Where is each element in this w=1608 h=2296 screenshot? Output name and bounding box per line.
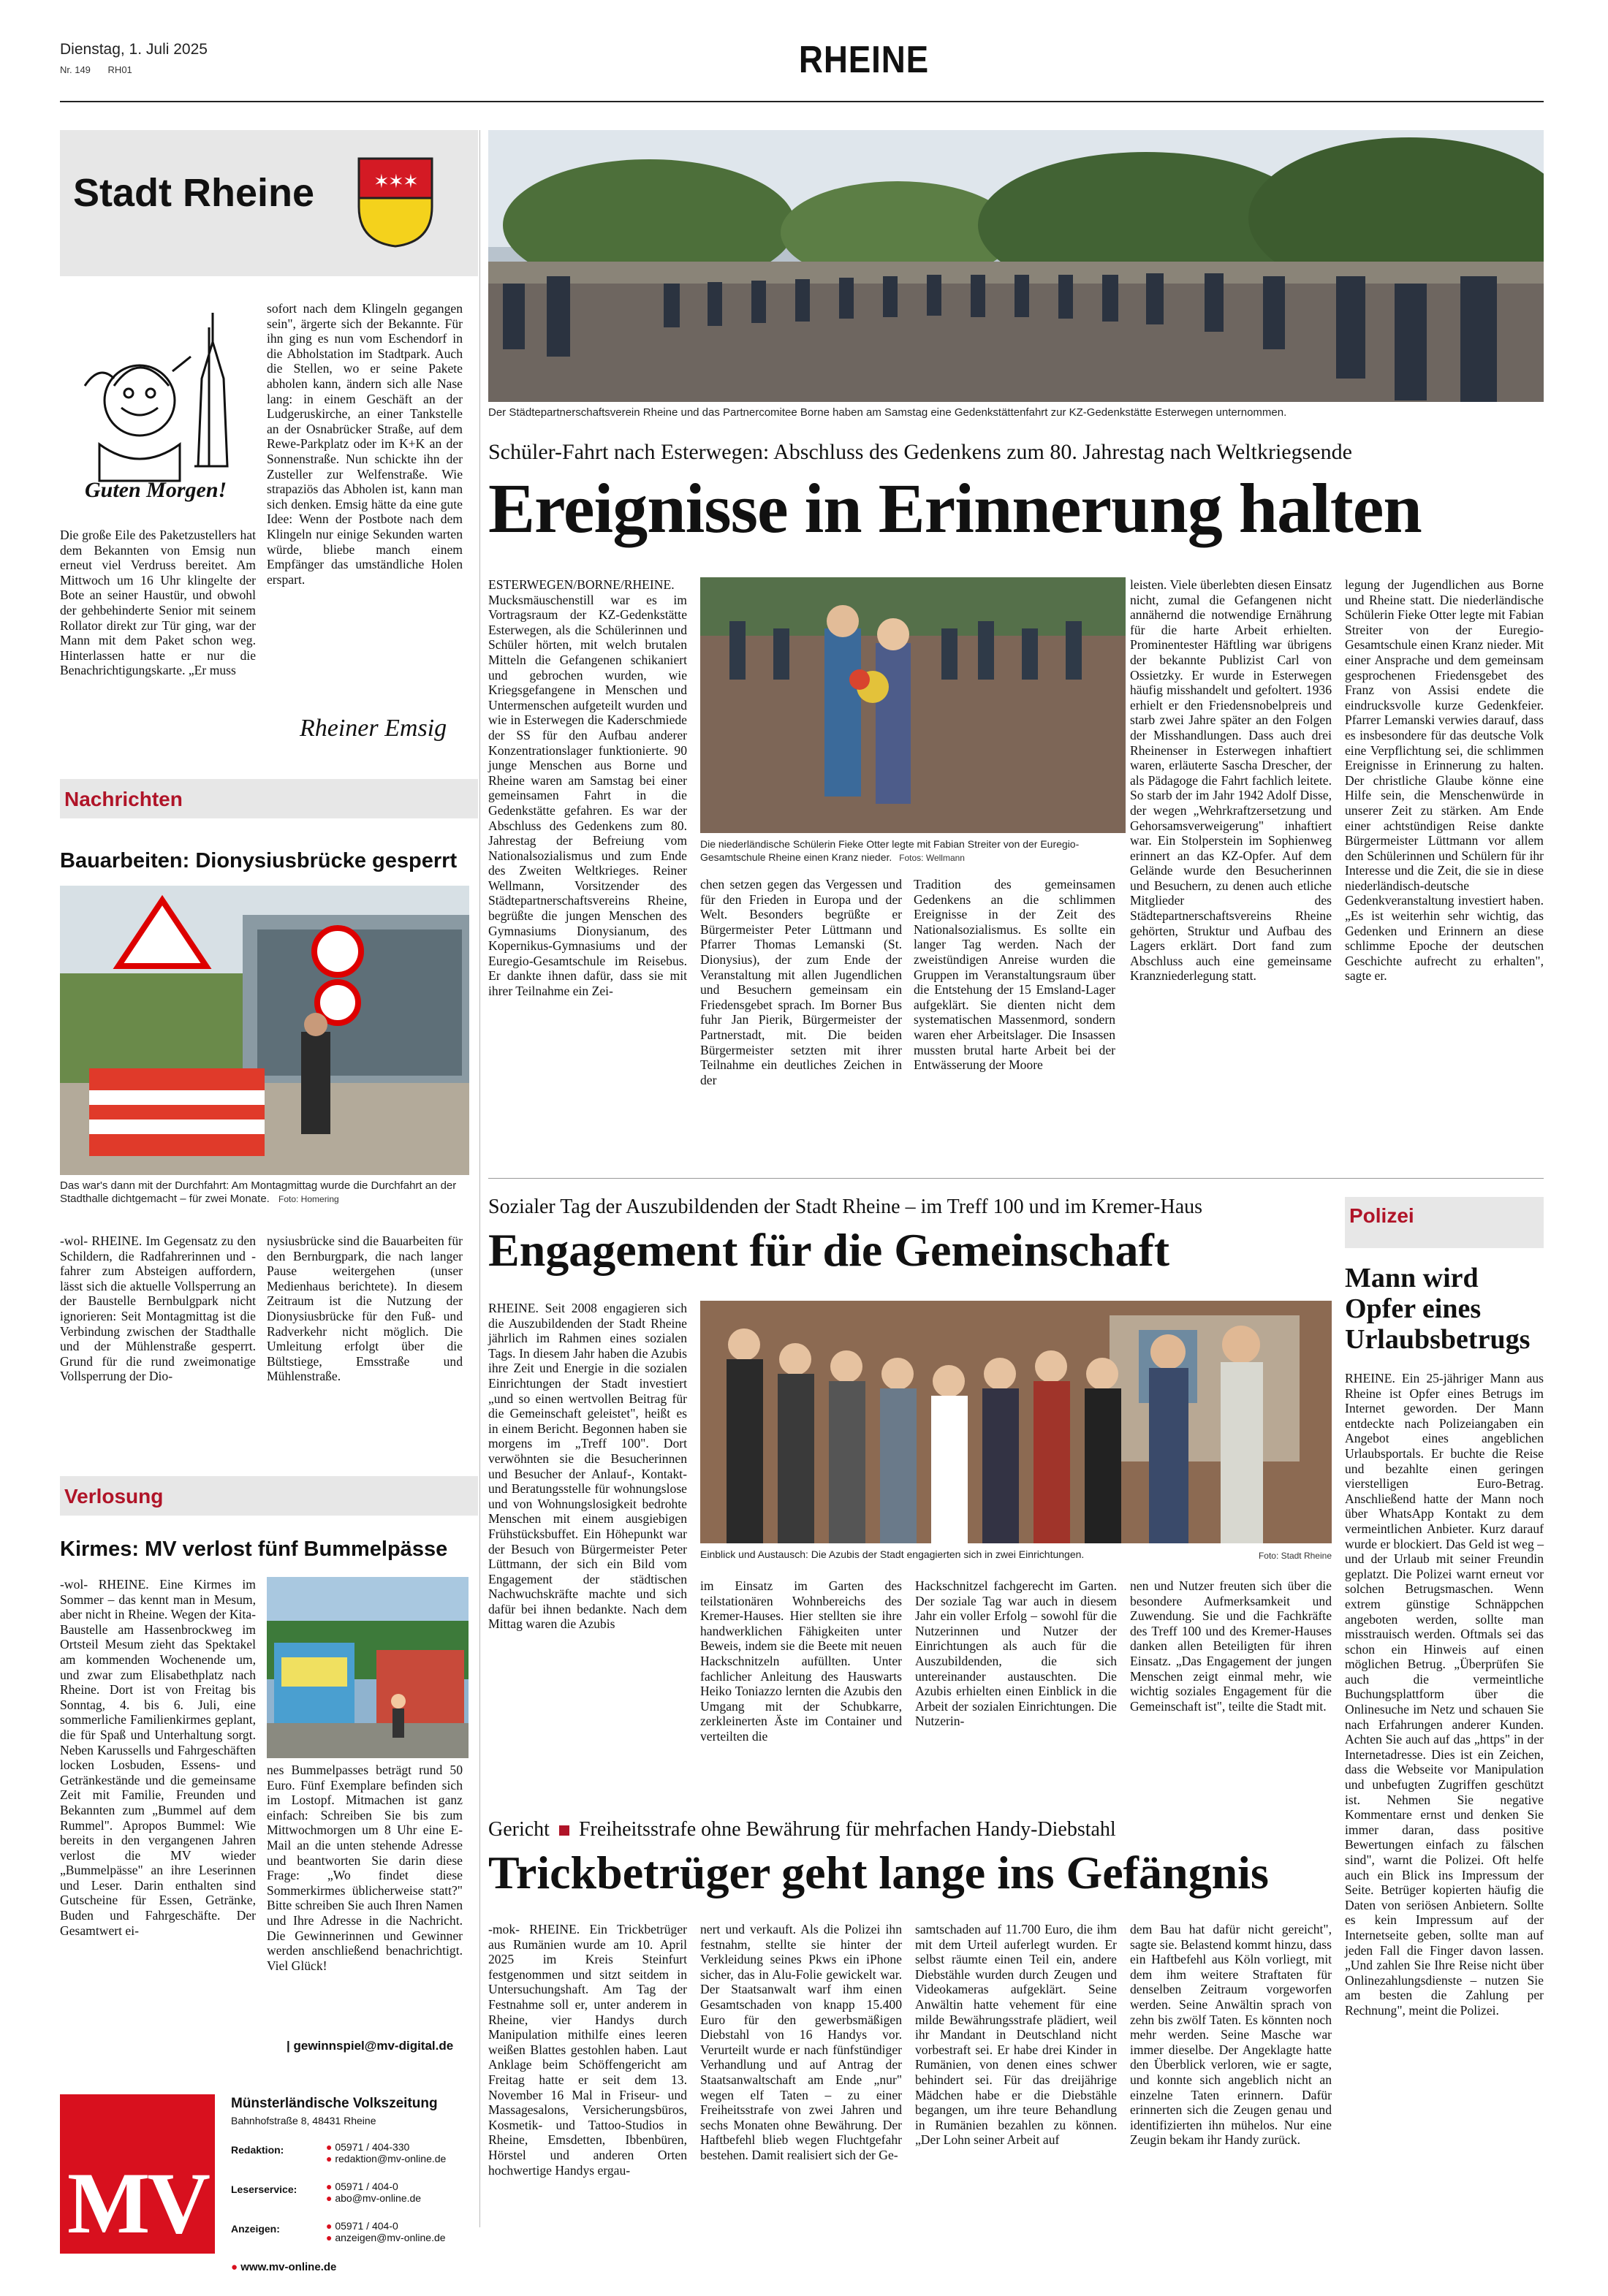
verlosung-email[interactable]: gewinnspiel@mv-digital.de [293,2039,454,2053]
nachrichten-headline: Bauarbeiten: Dionysiusbrücke gesperrt [60,849,458,873]
verlosung-headline: Kirmes: MV verlost fünf Bummelpässe [60,1537,448,1561]
edition-code: RH01 [107,64,132,75]
mail-icon: ● [326,2232,333,2243]
rheine-coat-of-arms-icon [356,156,435,249]
masthead-date: Dienstag, 1. Juli 2025 [60,41,208,58]
construction-caption-text: Das war's dann mit der Durchfahrt: Am Montagmittag wurde die Durchfahrt an der Stadthalle dichtgemacht – für zwei Monate. [60,1179,457,1205]
lead-column-4: leisten. Viele überlebten diesen Einsatz nicht, zumal die Gefangenen nicht annähernd die notwendige Ernährung für die harte Arbeit erhielten. Prominentester Häftling war übrigens der bekannte Publizist Carl von Ossietzky. Er wurde in Esterwegen häufig misshandelt und gefoltert. 1936 erhielt er den Friedensnobelpreis und starb zwei Jahre später an den Folgen der Misshandlungen. Dass auch drei Rheinenser in Esterwegen inhaftiert waren, erläuterte Sascha Drescher, der als Pädagoge die Fahrt fachlich leitete. So starb der im Jahr 1942 Adolf Disse, der wegen „Wehrkraftzersetzung und Gehorsamsverweigerung" inhaftiert war. Ein Stolperstein im Sophienweg erinnert an das KZ-Opfer. Auf dem Gelände wurde den Besucherinnen und Besuchern, zu denen auch etliche Mitglieder des Städtepartnerschaftsvereins Rheine gehörten, Struktur und Aufbau des Lagers erklärt. Dort fand zum Abschluss auch eine gemeinsame Kranzniederlegung statt. [1130,577,1332,984]
leserservice-label: Leserservice: [231,2183,297,2195]
lead-column-2: chen setzen gegen das Vergessen und für den Frieden in Europa und der Welt. Besonders begrüßte er Bürgermeister Peter Lüttmann und Pfarrer Thomas Lemanski (St. Dionysius), der zum Ende der Veranstaltung mit allen Jugendlichen und Besuchern gemeinsam ein Friedensgebet sprach. Im Borner Bus fuhr Jan Pierik, Bürgermeister der Partnerstadt, mit. Die beiden Bürgermeister setzten mit ihrer Teilnahme ein deutliches Zeichen in der [700,877,902,1087]
mv-address: Bahnhofstraße 8, 48431 Rheine [231,2115,376,2126]
anzeigen-email[interactable]: ● anzeigen@mv-online.de [326,2232,446,2243]
nachrichten-column-1: -wol- RHEINE. Im Gegensatz zu den Schildern, die Radfahrerinnen und -fahrer zum Absteigen auffordern, lässt sich die aktuelle Vollsperrung an der Baustelle Bernbulgpark nicht ignorieren: Seit Montagmittag ist die Verbindung zwischen der Stadthalle und der Mühlenstraße gesperrt. Grund für die rund zweimonatige Vollsperrung der Dio- [60,1233,256,1384]
emsig-signature: Rheiner Emsig [300,715,447,742]
polizei-headline: Mann wird Opfer eines Urlaubsbetrugs [1345,1263,1531,1355]
masthead-rule [60,101,1544,102]
nachrichten-tag: Nachrichten [64,788,183,810]
lead-bottom-rule [488,1178,1544,1179]
guten-morgen-cartoon [70,298,246,504]
phone-icon: ● [326,2141,333,2153]
lead-kicker: Schüler-Fahrt nach Esterwegen: Abschluss des Gedenkens zum 80. Jahrestag nach Weltkriegsende [488,440,1352,464]
azubi-column-3: Hackschnitzel fachgerecht im Garten. Der soziale Tag war auch in diesem Jahr ein voller Erfolg – sowohl für die Nutzerinnen und Nutzer der Einrichtungen als auch für die Auszubildenden, die sich untereinander austauschten. Die Azubis erhielten einen Einblick in die Arbeit der sozialen Einrichtungen. Die Nutzerin- [915,1578,1117,1729]
verlosung-email-line[interactable] [287,2039,453,2053]
mv-contact-redaktion [231,2141,479,2176]
lead-column-5: legung der Jugendlichen aus Borne und Rheine statt. Die niederländische Schülerin Fieke Otter legte mit Fabian Streiter von der Euregio-Gesamtschule einen Kranz nieder. Mit einer Ansprache und dem gemeinsam gesprochenen Friedensgebet des Franz von Assisi endete die eindrucksvolle kurze Gedenkfeier. Pfarrer Lemanski verwies darauf, dass es insbesondere für das deutsche Volk eine Verpflichtung sei, die schlimmen Ereignisse in Erinnerung zu halten. Der christliche Glaube könne eine Hilfe sein, die Menschenwürde in unserer Zeit zu stärken. Am Ende einer achtstündigen Reise dankte Bürgermeister Lüttmann vor allem den Schülerinnen und Schülern für ihr Interesse und die Zeit, die sie in diese niederländisch-deutsche Gedenkveranstaltung investiert haben. „Es ist weiterhin sehr wichtig, das Gedenken und Erinnern an diese schlimme Epoche der deutschen Geschichte aufrecht zu erhalten", sagte er. [1345,577,1544,984]
mv-contact-anzeigen [231,2220,479,2255]
verlosung-column-2: nes Bummelpasses beträgt rund 50 Euro. Fünf Exemplare befinden sich im Lostopf. Mitmachen ist ganz einfach: Schreiben Sie bis zum Mittwochmorgen um 8 Uhr eine E-Mail an die unten stehende Adresse und beantworten Sie darin diese Frage: „Wo findet diese Sommerkirmes üblicherweise statt?" Bitte schreiben Sie auch Ihren Namen und Ihre Adresse in die Nachricht. Die Gewinnerinnen und Gewinner werden anschließend benachrichtigt. Viel Glück! [267,1763,463,1973]
mv-logo-text: MV [67,2154,208,2251]
lead-inner-caption [700,837,1126,864]
anzeigen-label: Anzeigen: [231,2223,280,2235]
guten-morgen-greeting: Guten Morgen! [85,478,227,502]
svg-text:✶: ✶ [403,171,419,193]
lead-column-1 [488,577,687,999]
azubi-kicker: Sozialer Tag der Auszubildenden der Stadt Rheine – im Treff 100 und im Kremer-Haus [488,1195,1203,1218]
stadt-rheine-title: Stadt Rheine [73,171,315,215]
construction-photo [60,886,469,1175]
emsig-column-2: sofort nach dem Klingeln gegangen sein", ärgerte sich der Bekannte. Für ihn ging es nun vom Eschendorf in die Abholstation im Stadtpark. Auch die Stellen, wo er seine Pakete abholen kann, ändern sich alle Nase lang: in einem Geschäft an der Ludgeruskirche, an einer Tankstelle an der Osnabrücker Straße, auf dem Rewe-Parkplatz oder im K+K an der Sonnenstraße. Nun schickte ihn der Zusteller zur Welfenstraße. Wie strapaziös das Abholen ist, kann man sich denken. Emsig hätte da eine gute Idee: Wenn der Postbote nach dem Klingeln nur einige Sekunden warten würde, bliebe manch einem Empfänger das umständliche Holen erspart. [267,301,463,587]
phone-icon: ● [326,2220,333,2232]
lead-photo-caption: Der Städtepartnerschaftsverein Rheine und das Partnercomitee Borne haben am Samstag eine Gedenkstättenfahrt zur KZ-Gedenkstätte Esterwegen unternommen. [488,406,1287,419]
masthead [60,38,1544,104]
lead-headline: Ereignisse in Erinnerung halten [488,469,1422,547]
lead-body-1: ESTERWEGEN/BORNE/RHEINE. Mucksmäuschenstill war es im Vortragsraum der KZ-Gedenkstätte Esterwegen, als die Schülerinnen und Schüler hörten, mit welch brutalen Mitteln die Gefangenen schikaniert und gebrochen wurden, wie Kriegsgefangene in Menschen und Untermenschen aufgeteilt wurden und wie in Esterwegen die Kaderschmiede der SS für den Aufbau anderer Konzentrationslager funktionierte. 90 junge Menschen aus Borne und Rheine waren am Samstag bei einer gemeinsamen Fahrt in die Gedenkstätte gefahren. Es war der Abschluss des Gedenkens zum 80. Jahrestag der Befreiung vom Nationalsozialismus und zum Ende des Zweiten Weltkrieges. Reiner Wellmann, Vorsitzender des Städtepartnerschaftsvereins Rheine, begrüßte die jungen Menschen des Gymnasiums Dionysianum, des Kopernikus-Gymnasiums und der Euregio-Gesamtschule im Reisebus. Er dankte ihnen dafür, dass sie mit ihrer Teilnahme ein Zei- [488,577,687,999]
azubi-headline: Engagement für die Gemeinschaft [488,1224,1170,1276]
azubi-caption-text: Einblick und Austausch: Die Azubis der Stadt engagierten sich in zwei Einrichtungen. [700,1548,1085,1560]
stadt-rheine-header [60,130,478,276]
mail-icon: ● [326,2192,333,2204]
azubi-group-photo [700,1301,1332,1543]
gericht-tag: Gericht [488,1818,550,1841]
lead-inner-caption-text: Die niederländische Schülerin Fieke Otter legte mit Fabian Streiter von der Euregio-Gesamtschule Rheine einen Kranz nieder. [700,838,1080,863]
email-separator: | [287,2039,294,2053]
mv-contact-box [231,2096,479,2273]
lead-column-3: Tradition des gemeinsamen Gedenkens an die schlimmen Ereignisse in der Zeit des Nationalsozialismus. Es sollte ein langer Tag werden. Nach der zweistündigen Anreise wurden die Gruppen im Veranstaltungsraum über die Entstehung der 15 Emsland-Lager aufgeklärt. Sie dienten nicht dem systematischen Massenmord, sondern waren eher Arbeitslager. Die Insassen mussten brutal harte Arbeit bei der Entwässerung der Moore [914,877,1115,1073]
azubi-column-2: im Einsatz im Garten des teilstationären Wohnbereichs des Kremer-Hauses. Hier stellten sie ihre handwerklichen Fähigkeiten unter Beweis, indem sie die Beete mit neuen Hackschnitzeln aufüllten. Unter fachlicher Anleitung des Hauswarts Heiko Toniazzo lernten die Azubis den Umgang mit der Schubkarre, zerkleinerten Äste im Container und verteilten die [700,1578,902,1744]
polizei-tag: Polizei [1349,1204,1414,1227]
redaktion-email[interactable]: ● redaktion@mv-online.de [326,2153,447,2164]
polizei-body: RHEINE. Ein 25-jähriger Mann aus Rheine ist Opfer eines Betrugs im Internet geworden. Der Mann entdeckte nach Polizeiangaben ein Angebot eines angeblichen Urlaubsportals. Er buchte die Reise und bezahlte einen geringen vierstelligen Euro-Betrag. Anschließend hatte der Mann noch über WhatsApp Kontakt zu dem vermeintlichen Anbieter. Kurz darauf wurde er blockiert. Das Geld ist weg – und der Urlaub mit seiner Freundin geplatzt. Die Polizei warnt erneut vor solchen Betrugsmaschen. Wenn extrem günstige Schnäppchen angeboten werden, sollte man misstrauisch werden. Oftmals sei das schon ein Hinweis auf einen möglichen Betrug. „Überprüfen Sie auch die vermeintliche Buchungsplattform über die Onlinesuche im Netz und schauen Sie nach Erfahrungen anderer Kunden. Achten Sie auch auf das „https" in der Internetadresse. Dies ist ein Zeichen, dass die Webseite vor Manipulation und unbefugten Zugriffen geschützt ist. Nehmen Sie negative Kommentare ernst und denken Sie immer daran, dass positive Bewertungen einfach zu fälschen sind", warnt die Polizei. Oft helfe auch ein Blick ins Impressum der Seite. Betrüger kopierten häufig die Daten von seriösen Anbietern. Sollte es kein Impressum auf der Internetseite geben, sollte man auf jeden Fall die Finger davon lassen. „Und zahlen Sie Ihre Reise nicht über Onlinezahlungsdienste – nutzen Sie am besten die Zahlung per Rechnung", meint die Polizei. [1345,1371,1544,2018]
leserservice-phone[interactable]: ● 05971 / 404-0 [326,2181,398,2192]
gericht-column-1: -mok- RHEINE. Ein Trickbetrüger aus Rumänien wurde am 10. April 2025 im Kreis Steinfurt festgenommen und sitzt seitdem in Untersuchungshaft. Am Tag der Festnahme soll er, unter anderem in Rheine, vier Handys durch Manipulation mithilfe eines leeren weißen Blattes gestohlen haben. Laut Anklage beim Schöffengericht am Freitag hatte er seit dem 13. November 16 Mal in Friseur- und Massagesalons, Versicherungsbüros, Kosmetik- und Tattoo-Studios in Rheine, Emsdetten, Ibbenbüren, Hörstel und anderen Orten hochwertige Handys ergau- [488,1922,687,2178]
mv-website[interactable]: ● www.mv-online.de [231,2261,337,2273]
gericht-column-3: samtschaden auf 11.700 Euro, die ihm mit dem Urteil auferlegt wurden. Er selbst räumte einen Teil ein, andere Diebstähle wurden durch Zeugen und Videokameras aufgeklärt. Seine Anwältin hatte vehement für eine milde Bewährungsstrafe plädiert, weil ihr Mandant in Deutschland nicht vorbestraft sei. Er habe drei Kinder in Rumänien, von denen eines schwer behindert sei. Für das dreijährige Mädchen habe er die Diebstähle begangen, um ihre teure Behandlung in Rumänien bezahlen zu können. „Der Lohn seiner Arbeit auf [915,1922,1117,2148]
emsig-column-1: Die große Eile des Paketzustellers hat dem Bekannten von Emsig nun erneut viel Verdruss bereitet. Am Mittwoch um 16 Uhr klingelte der Bote an seiner Haustür, und obwohl der gehbehinderte Senior mit seinem Rollator direkt zur Tür ging, war der Mann mit dem Paket schon weg. Hinterlassen hatte er nur die Benachrichtigungskarte. „Er muss [60,528,256,678]
polizei-tag-bar [1345,1197,1544,1248]
redaktion-label: Redaktion: [231,2144,284,2156]
mv-paper-name: Münsterländische Volkszeitung [231,2096,438,2111]
azubi-column-1: RHEINE. Seit 2008 engagieren sich die Auszubildenden der Stadt Rheine jährlich im Rahmen eines sozialen Tags. In diesem Jahr haben die Azubis ihre Zeit und Energie in die sozialen Einrichtungen der Stadt investiert „und so einen wertvollen Beitrag für die Gemeinschaft geleistet", heißt es in einem Bericht. Begonnen haben sie morgens im „Treff 100". Dort verwöhnten sie die Besucherinnen und Besucher der Anlauf-, Kontakt- und Beratungsstelle für wohnungslose und von Wohnungslosigkeit bedrohte Menschen mit einem ausgiebigen Frühstücksbuffet. Ein Höhepunkt war der Besuch von Bürgermeister Peter Lüttmann, der sich ein Bild vom Engagement der städtischen Nachwuchskräfte machte und sich dafür bei ihnen bedankte. Nach dem Mittag waren die Azubis [488,1301,687,1632]
leserservice-email[interactable]: ● abo@mv-online.de [326,2192,422,2204]
lead-photo-memorial-gathering [488,130,1544,402]
masthead-issue [60,64,132,75]
azubi-caption [700,1548,1332,1561]
mv-contact-leserservice [231,2181,479,2216]
nachrichten-column-2: nysiusbrücke sind die Bauarbeiten für den Bernburgpark, die nach langer Pause weitergehen (unser Medienhaus berichtete). In diesem Zeitraum ist die Nutzung der Dionysiusbrücke für den Fuß- und Radverkehr nicht möglich. Die Umleitung erfolgt über die Bültstiege, Emsstraße und Mühlenstraße. [267,1233,463,1384]
section-title: RHEINE [798,39,930,81]
gericht-column-4: dem Bau hat dafür nicht gereicht", sagte sie. Belastend kommt hinzu, dass ein Haftbefehl aus Köln vorliegt, mit dem ihm weitere Straftaten für denselben Zeitraum vorgeworfen werden. Seine Anwältin sprach von zehn bis zwölf Taten. Es könnten noch mehr werden. Seine Masche war immer dieselbe. Der Angeklagte hatte den Überblick verloren, wie er sagte, und konnte sich angeblich nicht an einzelne Taten erinnern. Dafür erinnerten sich die Zeugen genau und identifizierten ihn mühelos. Nur eine Zeugin bekam ihr Handy zurück. [1130,1922,1332,2148]
construction-credit: Foto: Homering [278,1194,339,1204]
mv-logo [60,2094,215,2254]
construction-caption [60,1179,469,1206]
issue-number: Nr. 149 [60,64,91,75]
azubi-column-4: nen und Nutzer freuten sich über die besondere Aufmerksamkeit und Zuwendung. Sie und die Fachkräfte des Treff 100 und des Kremer-Hauses danken allen Beteiligten für ihren Einsatz. „Das Engagement der jungen Menschen zeigt einmal mehr, wie wichtig soziales Engagement für die Gemeinschaft ist", teilte die Stadt mit. [1130,1578,1332,1714]
gericht-kicker: Freiheitsstrafe ohne Bewährung für mehrfachen Handy-Diebstahl [578,1818,1116,1841]
anzeigen-phone[interactable]: ● 05971 / 404-0 [326,2220,398,2232]
column-divider [479,130,480,2227]
web-icon: ● [231,2261,238,2273]
svg-text:✶: ✶ [373,171,390,193]
azubi-credit: Foto: Stadt Rheine [1258,1551,1332,1561]
mail-icon: ● [326,2153,333,2164]
gericht-square-icon [559,1825,569,1836]
phone-icon: ● [326,2181,333,2192]
lead-inner-credit: Fotos: Wellmann [899,853,965,863]
svg-text:✶: ✶ [388,171,404,193]
verlosung-tag: Verlosung [64,1485,164,1508]
redaktion-phone[interactable]: ● 05971 / 404-330 [326,2141,410,2153]
kirmes-photo [267,1577,469,1758]
lead-inner-photo-wreath [700,577,1126,833]
nachrichten-tag-bar [60,779,478,818]
gericht-kicker-line [488,1818,1336,1841]
verlosung-tag-bar [60,1476,478,1516]
verlosung-column-1: -wol- RHEINE. Eine Kirmes im Sommer – das kennt man in Mesum, aber nicht in Rheine. Wegen der Kita-Baustelle am Hassenbrockweg im Ortsteil Mesum zieht das Spektakel am kommenden Wochenende um, und zwar zum Elisabethplatz nach Rheine. Dort ist von Freitag bis Sonntag, 4. bis 6. Juli, eine sommerliche Familienkirmes geplant, die für Spaß und Unterhaltung sorgt. Neben Karussells und Fahrgeschäften locken Losbuden, Essens- und Getränkestände und die gemeinsame Zeit mit Familie, Freunden und Bekannten zum „Bummel auf dem Rummel". Apropos Bummel: Wie bereits in den vergangenen Jahren verlost die MV wieder „Bummelpässe" an ihre Leserinnen und Leser. Darin enthalten sind Gutscheine für Essen, Getränke, Buden und Fahrgeschäfte. Der Gesamtwert ei- [60,1577,256,1938]
gericht-headline: Trickbetrüger geht lange ins Gefängnis [488,1847,1269,1898]
gericht-column-2: nert und verkauft. Als die Polizei ihn festnahm, stellte sie hinter der Verkleidung seines Pkws ein iPhone sicher, das in Alu-Folie gewickelt war. Der Staatsanwalt warf ihm einen Gesamtschaden von knapp 15.400 Euro für den gewerbsmäßigen Diebstahl von 16 Handys vor. Verurteilt wurde er nach fünfstündiger Verhandlung und auf Antrag der Staatsanwaltschaft am Ende „nur" wegen elf Taten – zu einer Freiheitsstrafe von zwei Jahren und sechs Monaten ohne Bewährung. Der Haftbefehl blieb wegen Fluchtgefahr bestehen. Damit realisiert sich der Ge- [700,1922,902,2162]
